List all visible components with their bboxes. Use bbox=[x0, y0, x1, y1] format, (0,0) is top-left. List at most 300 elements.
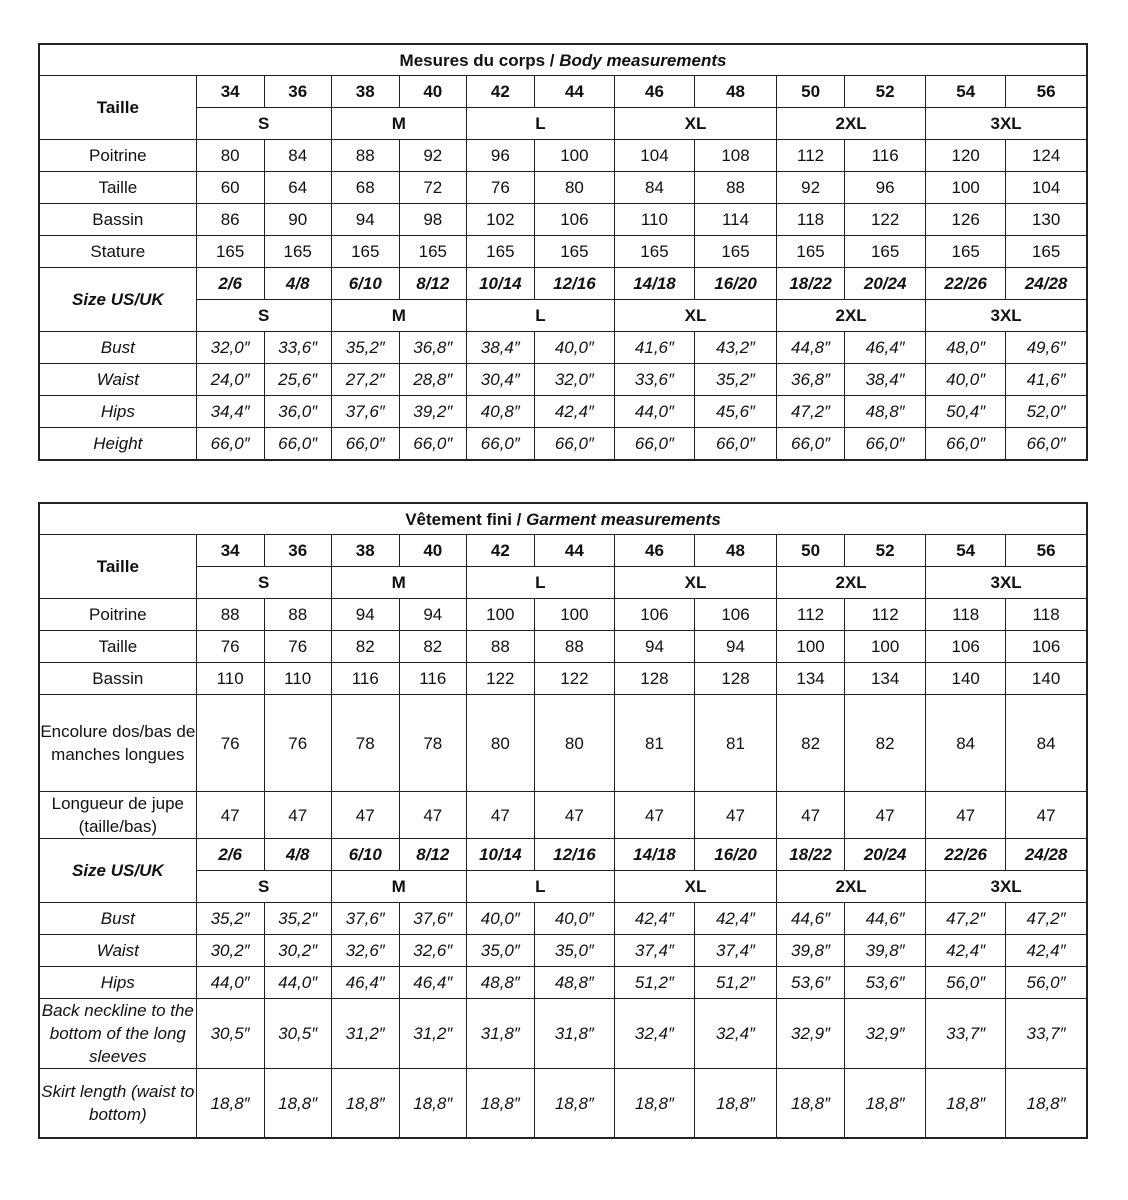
value-cell: 112 bbox=[777, 140, 845, 172]
size-header-row bbox=[39, 76, 1087, 108]
size-us-cell: 24/28 bbox=[1006, 268, 1087, 300]
value-cell: 78 bbox=[399, 695, 466, 792]
size-group-cell: S bbox=[196, 108, 331, 140]
value-cell: 48,0″ bbox=[926, 332, 1006, 364]
value-cell: 47 bbox=[614, 792, 694, 839]
size-us-cell: 2/6 bbox=[196, 839, 264, 871]
value-cell: 32,6″ bbox=[399, 935, 466, 967]
value-cell: 82 bbox=[331, 631, 399, 663]
metric-row bbox=[39, 631, 1087, 663]
value-cell: 32,9″ bbox=[845, 999, 926, 1069]
size-fr-cell: 36 bbox=[264, 535, 331, 567]
value-cell: 38,4″ bbox=[466, 332, 534, 364]
row-label: Waist bbox=[39, 935, 196, 967]
size-fr-cell: 38 bbox=[331, 76, 399, 108]
row-label: Poitrine bbox=[39, 599, 196, 631]
size-group-cell: L bbox=[466, 108, 614, 140]
value-cell: 165 bbox=[196, 236, 264, 268]
value-cell: 47,2″ bbox=[926, 903, 1006, 935]
value-cell: 47 bbox=[264, 792, 331, 839]
size-group-cell: 2XL bbox=[777, 567, 926, 599]
value-cell: 94 bbox=[331, 204, 399, 236]
size-us-cell: 14/18 bbox=[614, 268, 694, 300]
value-cell: 60 bbox=[196, 172, 264, 204]
value-cell: 44,6″ bbox=[845, 903, 926, 935]
value-cell: 124 bbox=[1006, 140, 1087, 172]
value-cell: 76 bbox=[264, 631, 331, 663]
value-cell: 100 bbox=[777, 631, 845, 663]
value-cell: 140 bbox=[1006, 663, 1087, 695]
value-cell: 66,0″ bbox=[845, 428, 926, 461]
title-fr: Vêtement fini / bbox=[405, 509, 522, 529]
value-cell: 27,2″ bbox=[331, 364, 399, 396]
size-us-cell: 22/26 bbox=[926, 839, 1006, 871]
size-us-cell: 8/12 bbox=[399, 268, 466, 300]
value-cell: 110 bbox=[196, 663, 264, 695]
value-cell: 106 bbox=[694, 599, 776, 631]
size-us-cell: 24/28 bbox=[1006, 839, 1087, 871]
row-label: Hips bbox=[39, 396, 196, 428]
row-label: Longueur de jupe (taille/bas) bbox=[39, 792, 196, 839]
row-label: Encolure dos/bas de manches longues bbox=[39, 695, 196, 792]
size-group-cell: M bbox=[331, 871, 466, 903]
size-group-cell: 3XL bbox=[926, 108, 1087, 140]
size-fr-cell: 52 bbox=[845, 76, 926, 108]
value-cell: 88 bbox=[466, 631, 534, 663]
us-size-header-row bbox=[39, 839, 1087, 871]
value-cell: 84 bbox=[1006, 695, 1087, 792]
value-cell: 40,0″ bbox=[534, 903, 614, 935]
value-cell: 106 bbox=[614, 599, 694, 631]
size-group-cell: S bbox=[196, 300, 331, 332]
value-cell: 112 bbox=[777, 599, 845, 631]
value-cell: 96 bbox=[466, 140, 534, 172]
value-cell: 44,6″ bbox=[777, 903, 845, 935]
size-fr-cell: 40 bbox=[399, 76, 466, 108]
size-fr-cell: 54 bbox=[926, 535, 1006, 567]
value-cell: 88 bbox=[695, 172, 777, 204]
size-group-cell: S bbox=[196, 871, 331, 903]
table-title bbox=[39, 44, 1087, 76]
size-us-cell: 14/18 bbox=[614, 839, 694, 871]
size-group-cell: 3XL bbox=[926, 567, 1087, 599]
size-fr-cell: 42 bbox=[466, 535, 534, 567]
value-cell: 18,8″ bbox=[926, 1069, 1006, 1139]
value-cell: 118 bbox=[926, 599, 1006, 631]
value-cell: 18,8″ bbox=[196, 1069, 264, 1139]
value-cell: 37,6″ bbox=[331, 396, 399, 428]
value-cell: 100 bbox=[534, 599, 614, 631]
row-label: Height bbox=[39, 428, 196, 461]
imperial-row bbox=[39, 396, 1087, 428]
size-us-cell: 20/24 bbox=[845, 839, 926, 871]
value-cell: 30,5″ bbox=[264, 999, 331, 1069]
size-us-cell: 6/10 bbox=[331, 268, 399, 300]
value-cell: 18,8″ bbox=[399, 1069, 466, 1139]
value-cell: 36,8″ bbox=[399, 332, 466, 364]
imperial-row bbox=[39, 935, 1087, 967]
imperial-row bbox=[39, 1069, 1087, 1139]
value-cell: 165 bbox=[926, 236, 1006, 268]
value-cell: 47 bbox=[845, 792, 926, 839]
row-label: Poitrine bbox=[39, 140, 196, 172]
value-cell: 66,0″ bbox=[331, 428, 399, 461]
size-fr-cell: 38 bbox=[331, 535, 399, 567]
size-fr-cell: 46 bbox=[614, 76, 694, 108]
value-cell: 31,8″ bbox=[534, 999, 614, 1069]
value-cell: 30,2″ bbox=[264, 935, 331, 967]
value-cell: 39,8″ bbox=[845, 935, 926, 967]
value-cell: 28,8″ bbox=[399, 364, 466, 396]
size-group-cell: S bbox=[196, 567, 331, 599]
size-us-cell: 12/16 bbox=[534, 839, 614, 871]
value-cell: 106 bbox=[1006, 631, 1087, 663]
value-cell: 41,6″ bbox=[1006, 364, 1087, 396]
value-cell: 43,2″ bbox=[695, 332, 777, 364]
value-cell: 78 bbox=[331, 695, 399, 792]
value-cell: 165 bbox=[399, 236, 466, 268]
value-cell: 165 bbox=[777, 236, 845, 268]
value-cell: 47,2″ bbox=[777, 396, 845, 428]
row-label: Hips bbox=[39, 967, 196, 999]
metric-row bbox=[39, 140, 1087, 172]
row-label: Bust bbox=[39, 332, 196, 364]
value-cell: 110 bbox=[264, 663, 331, 695]
size-us-cell: 10/14 bbox=[466, 839, 534, 871]
value-cell: 66,0″ bbox=[466, 428, 534, 461]
size-fr-cell: 44 bbox=[534, 76, 614, 108]
value-cell: 48,8″ bbox=[845, 396, 926, 428]
size-header-row bbox=[39, 535, 1087, 567]
value-cell: 35,0″ bbox=[466, 935, 534, 967]
value-cell: 32,9″ bbox=[777, 999, 845, 1069]
value-cell: 44,0″ bbox=[196, 967, 264, 999]
value-cell: 118 bbox=[777, 204, 845, 236]
size-group-cell: XL bbox=[614, 300, 776, 332]
value-cell: 68 bbox=[331, 172, 399, 204]
value-cell: 80 bbox=[466, 695, 534, 792]
value-cell: 47 bbox=[466, 792, 534, 839]
size-fr-cell: 34 bbox=[196, 76, 264, 108]
size-us-cell: 18/22 bbox=[777, 839, 845, 871]
value-cell: 81 bbox=[694, 695, 776, 792]
value-cell: 128 bbox=[614, 663, 694, 695]
size-fr-cell: 46 bbox=[614, 535, 694, 567]
value-cell: 53,6″ bbox=[845, 967, 926, 999]
value-cell: 32,6″ bbox=[331, 935, 399, 967]
taille-header: Taille bbox=[39, 76, 196, 140]
value-cell: 72 bbox=[399, 172, 466, 204]
size-group-cell: M bbox=[331, 108, 466, 140]
value-cell: 92 bbox=[777, 172, 845, 204]
value-cell: 66,0″ bbox=[926, 428, 1006, 461]
value-cell: 18,8″ bbox=[1006, 1069, 1087, 1139]
size-fr-cell: 48 bbox=[695, 76, 777, 108]
row-label: Taille bbox=[39, 631, 196, 663]
value-cell: 47,2″ bbox=[1006, 903, 1087, 935]
value-cell: 102 bbox=[466, 204, 534, 236]
value-cell: 48,8″ bbox=[534, 967, 614, 999]
size-group-cell: XL bbox=[614, 108, 776, 140]
value-cell: 47 bbox=[331, 792, 399, 839]
value-cell: 33,7″ bbox=[926, 999, 1006, 1069]
value-cell: 37,4″ bbox=[614, 935, 694, 967]
value-cell: 52,0″ bbox=[1006, 396, 1087, 428]
body-measurements-table bbox=[38, 43, 1088, 461]
size-fr-cell: 34 bbox=[196, 535, 264, 567]
size-fr-cell: 56 bbox=[1006, 535, 1087, 567]
value-cell: 32,4″ bbox=[614, 999, 694, 1069]
value-cell: 126 bbox=[926, 204, 1006, 236]
value-cell: 51,2″ bbox=[614, 967, 694, 999]
value-cell: 46,4″ bbox=[845, 332, 926, 364]
value-cell: 130 bbox=[1006, 204, 1087, 236]
size-fr-cell: 36 bbox=[264, 76, 331, 108]
size-us-uk-header: Size US/UK bbox=[39, 839, 196, 903]
value-cell: 66,0″ bbox=[399, 428, 466, 461]
size-us-cell: 6/10 bbox=[331, 839, 399, 871]
value-cell: 47 bbox=[1006, 792, 1087, 839]
value-cell: 122 bbox=[534, 663, 614, 695]
row-label: Waist bbox=[39, 364, 196, 396]
value-cell: 114 bbox=[695, 204, 777, 236]
size-us-cell: 16/20 bbox=[695, 268, 777, 300]
value-cell: 25,6″ bbox=[264, 364, 331, 396]
value-cell: 110 bbox=[614, 204, 694, 236]
value-cell: 66,0″ bbox=[1006, 428, 1087, 461]
value-cell: 116 bbox=[845, 140, 926, 172]
metric-row bbox=[39, 792, 1087, 839]
size-group-cell: M bbox=[331, 567, 466, 599]
value-cell: 88 bbox=[534, 631, 614, 663]
value-cell: 116 bbox=[399, 663, 466, 695]
size-us-cell: 22/26 bbox=[926, 268, 1006, 300]
size-group-cell: L bbox=[466, 567, 614, 599]
row-label: Taille bbox=[39, 172, 196, 204]
value-cell: 112 bbox=[845, 599, 926, 631]
value-cell: 48,8″ bbox=[466, 967, 534, 999]
value-cell: 118 bbox=[1006, 599, 1087, 631]
value-cell: 82 bbox=[399, 631, 466, 663]
value-cell: 35,2″ bbox=[331, 332, 399, 364]
size-us-cell: 20/24 bbox=[845, 268, 926, 300]
size-us-cell: 12/16 bbox=[534, 268, 614, 300]
group-row bbox=[39, 871, 1087, 903]
value-cell: 104 bbox=[1006, 172, 1087, 204]
row-label: Stature bbox=[39, 236, 196, 268]
value-cell: 49,6″ bbox=[1006, 332, 1087, 364]
value-cell: 100 bbox=[926, 172, 1006, 204]
value-cell: 165 bbox=[845, 236, 926, 268]
value-cell: 18,8″ bbox=[466, 1069, 534, 1139]
size-group-cell: 3XL bbox=[926, 871, 1087, 903]
value-cell: 47 bbox=[777, 792, 845, 839]
value-cell: 94 bbox=[399, 599, 466, 631]
value-cell: 128 bbox=[694, 663, 776, 695]
size-group-cell: 2XL bbox=[777, 108, 926, 140]
size-group-cell: 2XL bbox=[777, 300, 926, 332]
value-cell: 88 bbox=[196, 599, 264, 631]
size-us-cell: 4/8 bbox=[264, 839, 331, 871]
value-cell: 104 bbox=[614, 140, 694, 172]
value-cell: 88 bbox=[264, 599, 331, 631]
value-cell: 37,6″ bbox=[331, 903, 399, 935]
value-cell: 165 bbox=[264, 236, 331, 268]
size-fr-cell: 54 bbox=[926, 76, 1006, 108]
value-cell: 165 bbox=[614, 236, 694, 268]
value-cell: 41,6″ bbox=[614, 332, 694, 364]
value-cell: 36,0″ bbox=[264, 396, 331, 428]
value-cell: 165 bbox=[1006, 236, 1087, 268]
size-group-cell: XL bbox=[614, 871, 776, 903]
value-cell: 47 bbox=[926, 792, 1006, 839]
title-en: Garment measurements bbox=[526, 509, 721, 529]
size-us-cell: 10/14 bbox=[466, 268, 534, 300]
value-cell: 44,0″ bbox=[614, 396, 694, 428]
value-cell: 40,0″ bbox=[534, 332, 614, 364]
value-cell: 122 bbox=[845, 204, 926, 236]
value-cell: 35,2″ bbox=[264, 903, 331, 935]
size-fr-cell: 50 bbox=[777, 76, 845, 108]
value-cell: 82 bbox=[777, 695, 845, 792]
value-cell: 96 bbox=[845, 172, 926, 204]
row-label: Bassin bbox=[39, 663, 196, 695]
value-cell: 18,8″ bbox=[534, 1069, 614, 1139]
value-cell: 30,2″ bbox=[196, 935, 264, 967]
value-cell: 80 bbox=[534, 695, 614, 792]
value-cell: 30,4″ bbox=[466, 364, 534, 396]
value-cell: 46,4″ bbox=[331, 967, 399, 999]
size-group-cell: XL bbox=[614, 567, 776, 599]
size-fr-cell: 44 bbox=[534, 535, 614, 567]
size-us-uk-header: Size US/UK bbox=[39, 268, 196, 332]
metric-row bbox=[39, 172, 1087, 204]
metric-row bbox=[39, 663, 1087, 695]
value-cell: 30,5″ bbox=[196, 999, 264, 1069]
value-cell: 94 bbox=[614, 631, 694, 663]
value-cell: 165 bbox=[534, 236, 614, 268]
value-cell: 34,4″ bbox=[196, 396, 264, 428]
metric-row bbox=[39, 236, 1087, 268]
value-cell: 18,8″ bbox=[845, 1069, 926, 1139]
value-cell: 140 bbox=[926, 663, 1006, 695]
size-fr-cell: 48 bbox=[694, 535, 776, 567]
value-cell: 81 bbox=[614, 695, 694, 792]
value-cell: 165 bbox=[331, 236, 399, 268]
value-cell: 106 bbox=[926, 631, 1006, 663]
value-cell: 66,0″ bbox=[777, 428, 845, 461]
value-cell: 66,0″ bbox=[695, 428, 777, 461]
imperial-row bbox=[39, 364, 1087, 396]
value-cell: 66,0″ bbox=[534, 428, 614, 461]
metric-row bbox=[39, 204, 1087, 236]
imperial-row bbox=[39, 999, 1087, 1069]
value-cell: 51,2″ bbox=[694, 967, 776, 999]
size-us-cell: 2/6 bbox=[196, 268, 264, 300]
value-cell: 33,7″ bbox=[1006, 999, 1087, 1069]
row-label: Bassin bbox=[39, 204, 196, 236]
value-cell: 165 bbox=[695, 236, 777, 268]
group-row bbox=[39, 567, 1087, 599]
value-cell: 90 bbox=[264, 204, 331, 236]
value-cell: 47 bbox=[196, 792, 264, 839]
imperial-row bbox=[39, 428, 1087, 461]
value-cell: 100 bbox=[845, 631, 926, 663]
title-row bbox=[39, 44, 1087, 76]
title-row bbox=[39, 503, 1087, 535]
size-fr-cell: 40 bbox=[399, 535, 466, 567]
size-group-cell: L bbox=[466, 871, 614, 903]
value-cell: 44,0″ bbox=[264, 967, 331, 999]
value-cell: 32,4″ bbox=[694, 999, 776, 1069]
garment-measurements-table bbox=[38, 502, 1088, 1139]
metric-row bbox=[39, 695, 1087, 792]
size-us-cell: 8/12 bbox=[399, 839, 466, 871]
size-us-cell: 18/22 bbox=[777, 268, 845, 300]
size-group-cell: 2XL bbox=[777, 871, 926, 903]
value-cell: 31,2″ bbox=[399, 999, 466, 1069]
value-cell: 134 bbox=[845, 663, 926, 695]
value-cell: 47 bbox=[694, 792, 776, 839]
value-cell: 35,2″ bbox=[695, 364, 777, 396]
value-cell: 98 bbox=[399, 204, 466, 236]
group-row bbox=[39, 108, 1087, 140]
us-size-header-row bbox=[39, 268, 1087, 300]
value-cell: 84 bbox=[926, 695, 1006, 792]
value-cell: 42,4″ bbox=[926, 935, 1006, 967]
value-cell: 35,2″ bbox=[196, 903, 264, 935]
taille-header: Taille bbox=[39, 535, 196, 599]
value-cell: 94 bbox=[694, 631, 776, 663]
value-cell: 120 bbox=[926, 140, 1006, 172]
value-cell: 31,8″ bbox=[466, 999, 534, 1069]
value-cell: 32,0″ bbox=[196, 332, 264, 364]
value-cell: 40,0″ bbox=[466, 903, 534, 935]
value-cell: 18,8″ bbox=[331, 1069, 399, 1139]
value-cell: 82 bbox=[845, 695, 926, 792]
value-cell: 37,4″ bbox=[694, 935, 776, 967]
size-us-cell: 4/8 bbox=[264, 268, 331, 300]
value-cell: 24,0″ bbox=[196, 364, 264, 396]
value-cell: 84 bbox=[264, 140, 331, 172]
size-group-cell: 3XL bbox=[926, 300, 1087, 332]
value-cell: 18,8″ bbox=[264, 1069, 331, 1139]
table-title bbox=[39, 503, 1087, 535]
imperial-row bbox=[39, 332, 1087, 364]
value-cell: 47 bbox=[399, 792, 466, 839]
value-cell: 76 bbox=[196, 695, 264, 792]
value-cell: 40,8″ bbox=[466, 396, 534, 428]
value-cell: 47 bbox=[534, 792, 614, 839]
value-cell: 66,0″ bbox=[196, 428, 264, 461]
title-fr: Mesures du corps / bbox=[399, 50, 555, 70]
value-cell: 80 bbox=[534, 172, 614, 204]
value-cell: 33,6″ bbox=[614, 364, 694, 396]
size-fr-cell: 56 bbox=[1006, 76, 1087, 108]
value-cell: 106 bbox=[534, 204, 614, 236]
value-cell: 40,0″ bbox=[926, 364, 1006, 396]
value-cell: 76 bbox=[466, 172, 534, 204]
value-cell: 122 bbox=[466, 663, 534, 695]
value-cell: 56,0″ bbox=[926, 967, 1006, 999]
value-cell: 116 bbox=[331, 663, 399, 695]
size-us-cell: 16/20 bbox=[694, 839, 776, 871]
metric-row bbox=[39, 599, 1087, 631]
value-cell: 33,6″ bbox=[264, 332, 331, 364]
imperial-row bbox=[39, 903, 1087, 935]
row-label: Back neckline to the bottom of the long sleeves bbox=[39, 999, 196, 1069]
value-cell: 108 bbox=[695, 140, 777, 172]
